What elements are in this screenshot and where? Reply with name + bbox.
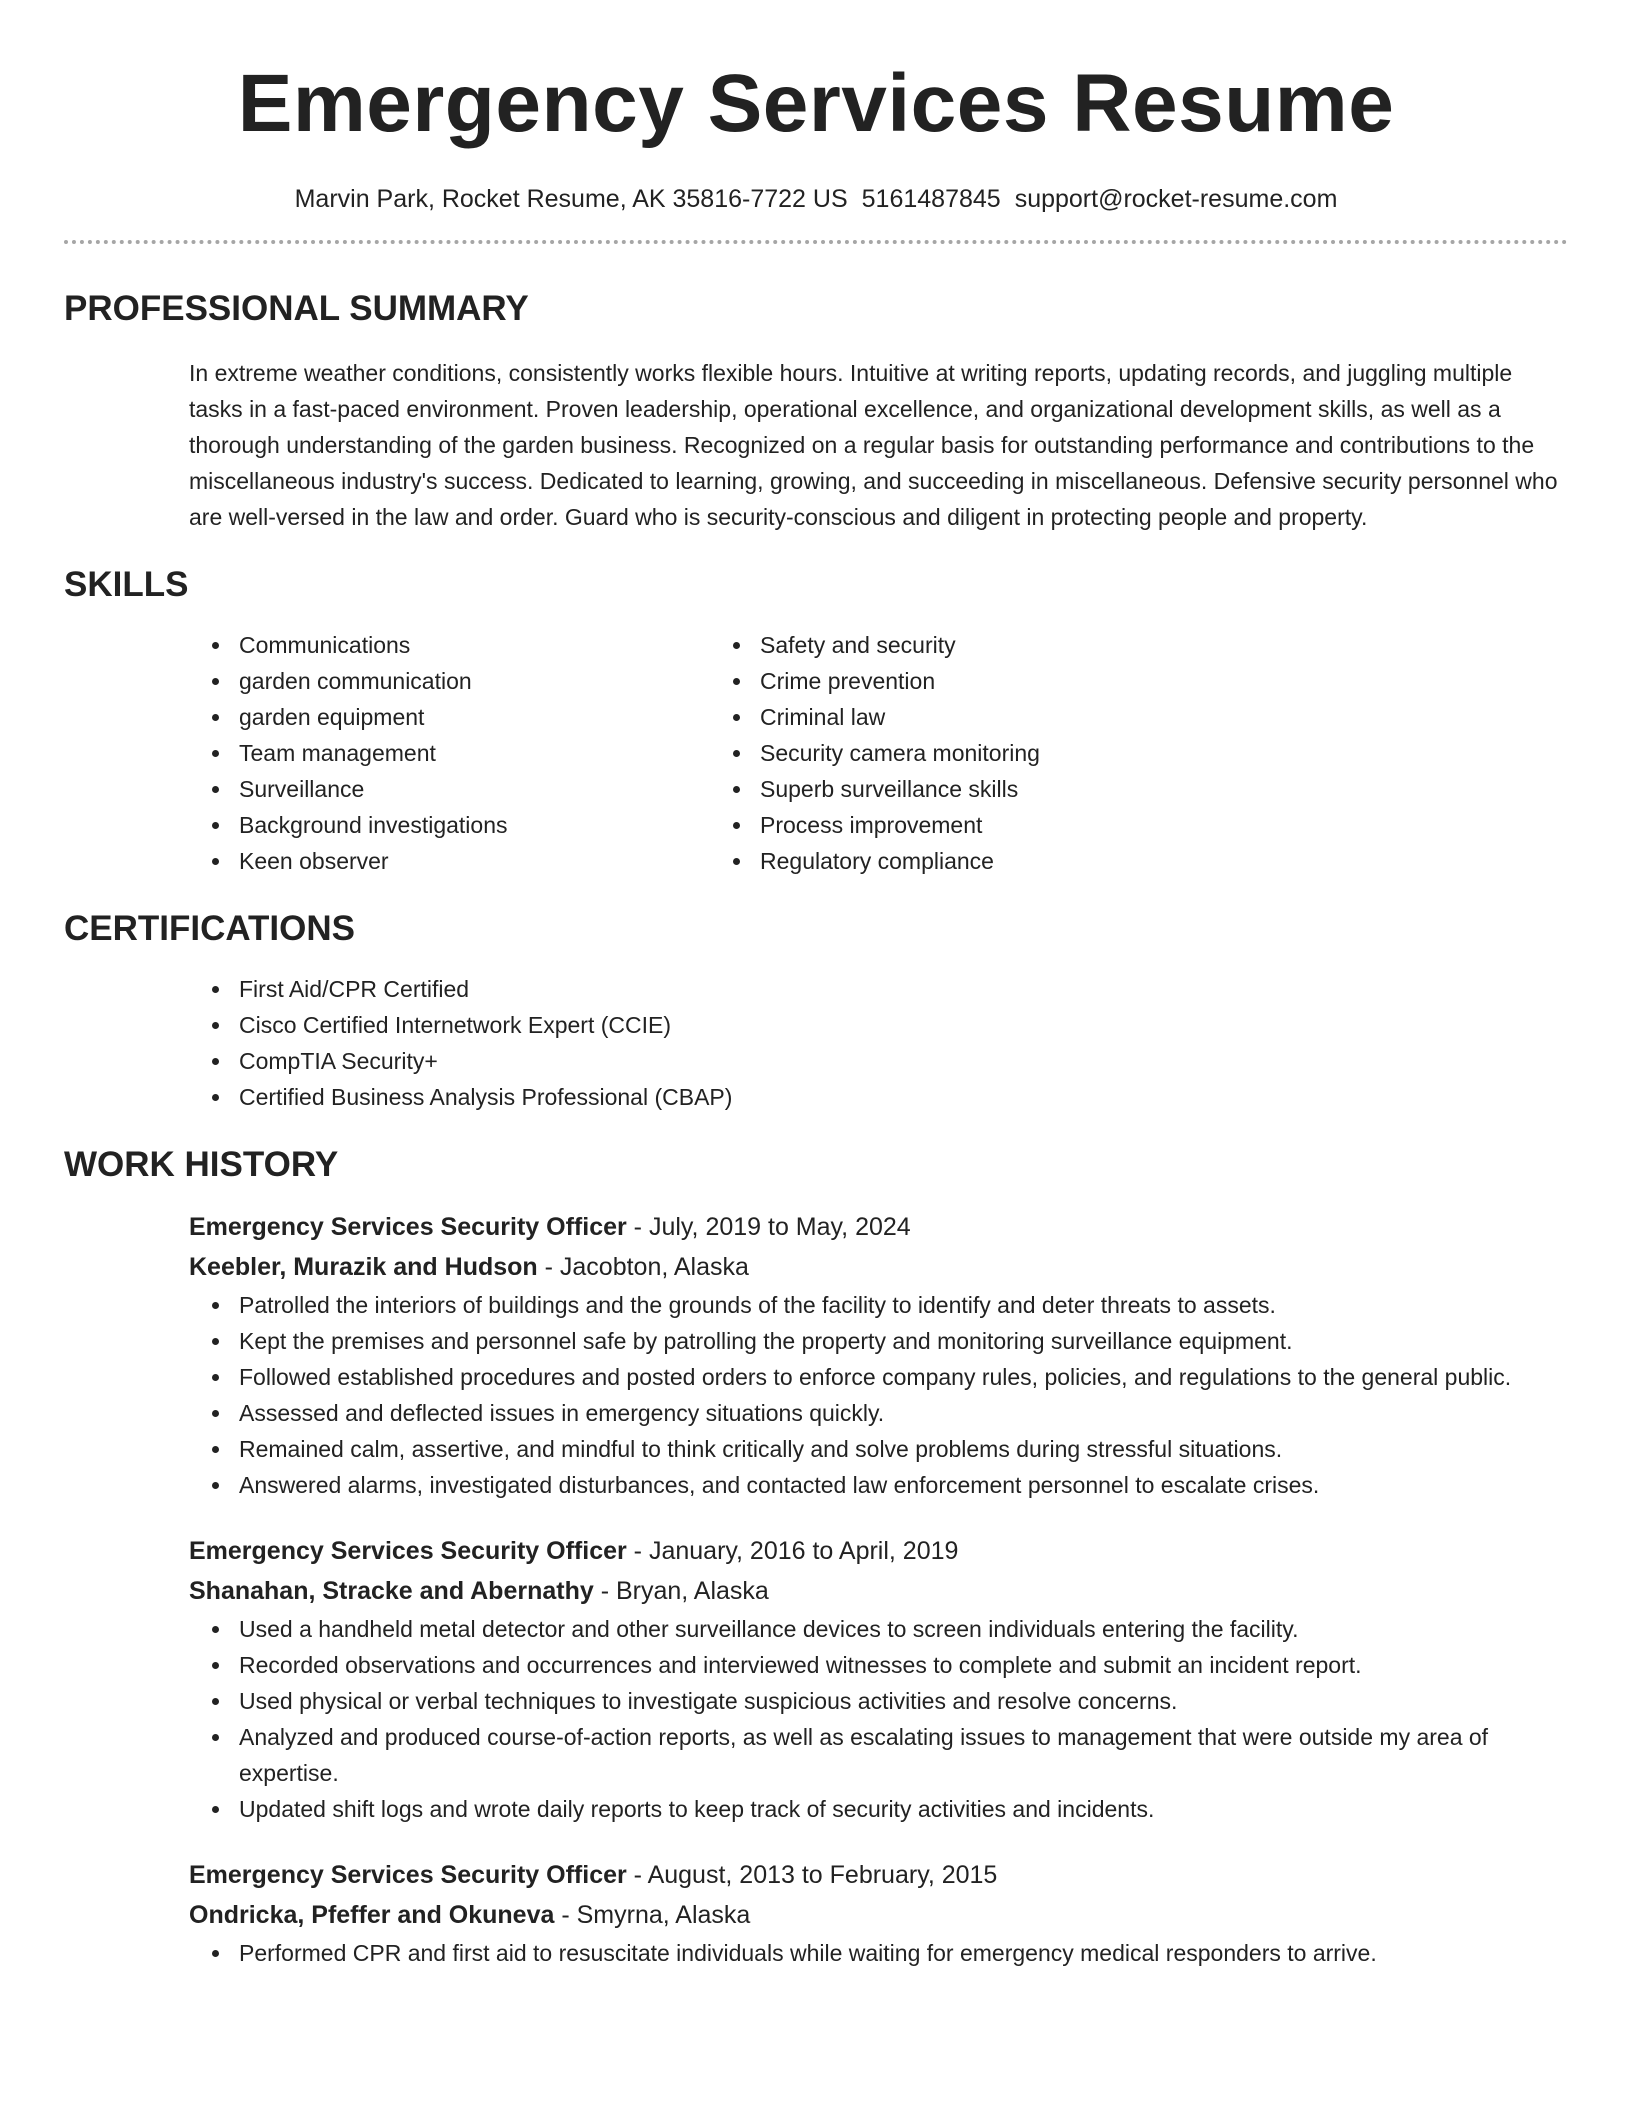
skill-item: • Regulatory compliance <box>754 843 1040 879</box>
certifications-list <box>64 971 1568 1115</box>
skill-item: • Team management <box>233 735 744 771</box>
job-company-line <box>189 1247 1568 1287</box>
job-duty: • Used a handheld metal detector and other surveillance devices to screen individuals entering the facility. <box>233 1611 1568 1647</box>
job-duties-list <box>64 1935 1568 1971</box>
job-company-line <box>189 1571 1568 1611</box>
skill-item: • Process improvement <box>754 807 1040 843</box>
certification-item: • First Aid/CPR Certified <box>233 971 1568 1007</box>
section-heading-work-history: WORK HISTORY <box>64 1145 339 1184</box>
summary-text: In extreme weather conditions, consistently works flexible hours. Intuitive at writing reports, updating records, and juggling multiple tasks in a fast-paced environment. Proven leadership, operational excellence, and organizational development skills, as well as a thorough understanding of the garden business. Recognized on a regular basis for outstanding performance and contributions to the miscellaneous industry's success. Dedicated to learning, growing, and succeeding in miscellaneous. Defensive security personnel who are well-versed in the law and order. Guard who is security-conscious and diligent in protecting people and property. <box>189 360 1558 530</box>
job-duty: • Recorded observations and occurrences and interviewed witnesses to complete and submit an incident report. <box>233 1647 1568 1683</box>
contact-info <box>64 182 1568 216</box>
job-location: - Smyrna, Alaska <box>554 1901 751 1929</box>
job-location: - Bryan, Alaska <box>593 1577 769 1605</box>
certification-item: • Certified Business Analysis Professional (CBAP) <box>233 1079 1568 1115</box>
job-company: Keebler, Murazik and Hudson <box>189 1253 538 1281</box>
job-company-line <box>189 1895 1568 1935</box>
certification-item: • Cisco Certified Internetwork Expert (CCIE) <box>233 1007 1568 1043</box>
certification-item: • CompTIA Security+ <box>233 1043 1568 1079</box>
job-duty: • Assessed and deflected issues in emergency situations quickly. <box>233 1395 1568 1431</box>
skill-item: • Keen observer <box>233 843 744 879</box>
header-divider <box>64 240 1568 244</box>
skill-item: • garden communication <box>233 663 744 699</box>
job-duty: • Answered alarms, investigated disturbances, and contacted law enforcement personnel to escalate crises. <box>233 1467 1568 1503</box>
contact-phone: 5161487845 <box>861 185 1001 213</box>
contact-address: Marvin Park, Rocket Resume, AK 35816-7722 US <box>294 185 848 213</box>
summary-section <box>64 287 1568 535</box>
job-duty: • Followed established procedures and posted orders to enforce company rules, policies, and regulations to the general public. <box>233 1359 1568 1395</box>
job-duty: • Kept the premises and personnel safe by patrolling the property and monitoring surveillance equipment. <box>233 1323 1568 1359</box>
skills-column-left <box>64 627 744 879</box>
skill-item: • garden equipment <box>233 699 744 735</box>
job-duties-list <box>64 1287 1568 1503</box>
skill-item: • Background investigations <box>233 807 744 843</box>
job-title: Emergency Services Security Officer <box>189 1537 627 1565</box>
contact-email: support@rocket-resume.com <box>1014 185 1338 213</box>
job-duties-list <box>64 1611 1568 1827</box>
job-entry <box>64 1207 1568 1503</box>
skill-item: • Surveillance <box>233 771 744 807</box>
job-entry <box>64 1855 1568 1971</box>
work-history-section <box>64 1143 1568 1971</box>
job-title: Emergency Services Security Officer <box>189 1213 627 1241</box>
job-dates: - January, 2016 to April, 2019 <box>626 1537 959 1565</box>
skills-list <box>64 627 1568 879</box>
section-heading-certifications: CERTIFICATIONS <box>64 909 356 948</box>
section-heading-summary: PROFESSIONAL SUMMARY <box>64 289 529 328</box>
skill-item: • Safety and security <box>754 627 1040 663</box>
certifications-section <box>64 907 1568 1115</box>
resume-title: Emergency Services Resume <box>237 58 1395 149</box>
job-duty: • Patrolled the interiors of buildings and the grounds of the facility to identify and deter threats to assets. <box>233 1287 1568 1323</box>
job-title-line <box>189 1855 1568 1895</box>
job-title: Emergency Services Security Officer <box>189 1861 627 1889</box>
job-location: - Jacobton, Alaska <box>537 1253 749 1281</box>
job-duty: • Used physical or verbal techniques to investigate suspicious activities and resolve concerns. <box>233 1683 1568 1719</box>
skills-column-right <box>744 627 1040 879</box>
job-title-line <box>189 1207 1568 1247</box>
skill-item: • Criminal law <box>754 699 1040 735</box>
job-duty: • Remained calm, assertive, and mindful to think critically and solve problems during stressful situations. <box>233 1431 1568 1467</box>
section-heading-skills: SKILLS <box>64 565 189 604</box>
job-duty: • Analyzed and produced course-of-action reports, as well as escalating issues to management that were outside my area of expertise. <box>233 1719 1568 1791</box>
job-company: Ondricka, Pfeffer and Okuneva <box>189 1901 555 1929</box>
job-entry <box>64 1531 1568 1827</box>
job-dates: - August, 2013 to February, 2015 <box>626 1861 998 1889</box>
skills-section <box>64 563 1568 879</box>
job-duty: • Updated shift logs and wrote daily reports to keep track of security activities and incidents. <box>233 1791 1568 1827</box>
skill-item: • Security camera monitoring <box>754 735 1040 771</box>
job-dates: - July, 2019 to May, 2024 <box>626 1213 911 1241</box>
skill-item: • Superb surveillance skills <box>754 771 1040 807</box>
job-duty: • Performed CPR and first aid to resuscitate individuals while waiting for emergency medical responders to arrive. <box>233 1935 1568 1971</box>
job-company: Shanahan, Stracke and Abernathy <box>189 1577 594 1605</box>
job-title-line <box>189 1531 1568 1571</box>
skill-item: • Crime prevention <box>754 663 1040 699</box>
skill-item: • Communications <box>233 627 744 663</box>
